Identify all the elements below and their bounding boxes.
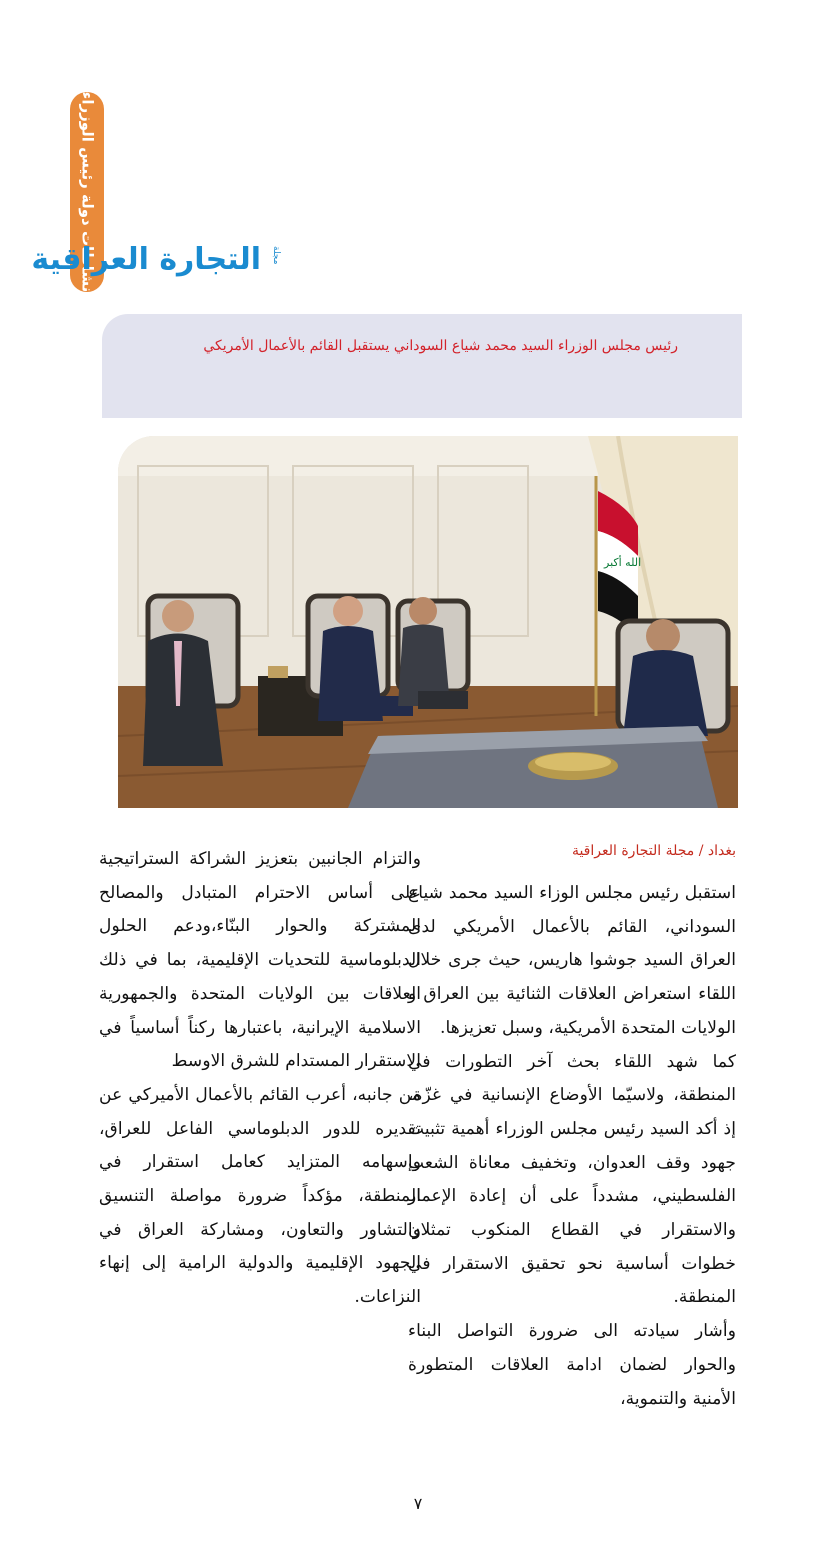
paragraph: من جانبه، أعرب القائم بالأعمال الأميركي عن تقديره للدور الدبلوماسي الفاعل للعراق، وإسهامه المتزايد كعامل استقرار في المنطقة، مؤكداً ضرورة مواصلة التنسيق والتشاور والتعاون، ومشاركة العراق في الجهود الإقليمية والدولية الرامية إلى إنهاء النزاعات. xyxy=(99,1084,421,1308)
paragraph: وأشار سيادته الى ضرورة التواصل البناء والحوار لضمان ادامة العلاقات المتطورة الأمنية والتنموية، xyxy=(408,1321,736,1409)
paragraph: والتزام الجانبين بتعزيز الشراكة الستراتيجية على أساس الاحترام المتبادل والمصالح المشتركة والحوار البنّاء،ودعم الحلول الدبلوماسية للتحديات الإقليمية، بما في ذلك العلاقات بين الولايات المتحدة والجمهورية الاسلامية الإيرانية، باعتبارها ركناً أساسياً في الاستقرار المستدام للشرق الاوسط xyxy=(99,849,421,1072)
meeting-photo xyxy=(118,436,738,808)
logo-title: التجارة العراقية xyxy=(31,242,261,277)
dateline: بغداد / مجلة التجارة العراقية xyxy=(571,843,736,859)
article-column-right xyxy=(408,877,736,1416)
headline: رئيس مجلس الوزراء السيد محمد شياع السوداني يستقبل القائم بالأعمال الأمريكي xyxy=(203,338,678,354)
flag-text: الله أكبر xyxy=(604,556,642,569)
article-column-left xyxy=(99,843,421,1315)
paragraph: استقبل رئيس مجلس الوزاء السيد محمد شياع السوداني، القائم بالأعمال الأمريكي لدى العراق السيد جوشوا هاريس، حيث جرى خلال اللقاء استعراض العلاقات الثنائية بين العراق و الولايات المتحدة الأمريكية، وسبل تعزيزها. xyxy=(408,883,736,1038)
page-number: ٧ xyxy=(413,1494,423,1513)
paragraph: كما شهد اللقاء بحث آخر التطورات في المنطقة، ولاسيّما الأوضاع الإنسانية في غزّة، إذ أكد السيد رئيس مجلس الوزراء أهمية تثبيت جهود وقف العدوان، وتخفيف معاناة الشعب الفلسطيني، مشدداً على أن إعادة الإعمار والاستقرار في القطاع المنكوب تمثلان خطوات أساسية نحو تحقيق الاستقرار في المنطقة. xyxy=(408,1051,736,1308)
section-tab-label: نشاطات دولة رئيس الوزراء xyxy=(78,91,97,293)
logo-prefix: مجلة xyxy=(271,246,281,265)
magazine-logo xyxy=(31,240,283,284)
headline-banner xyxy=(102,314,742,418)
